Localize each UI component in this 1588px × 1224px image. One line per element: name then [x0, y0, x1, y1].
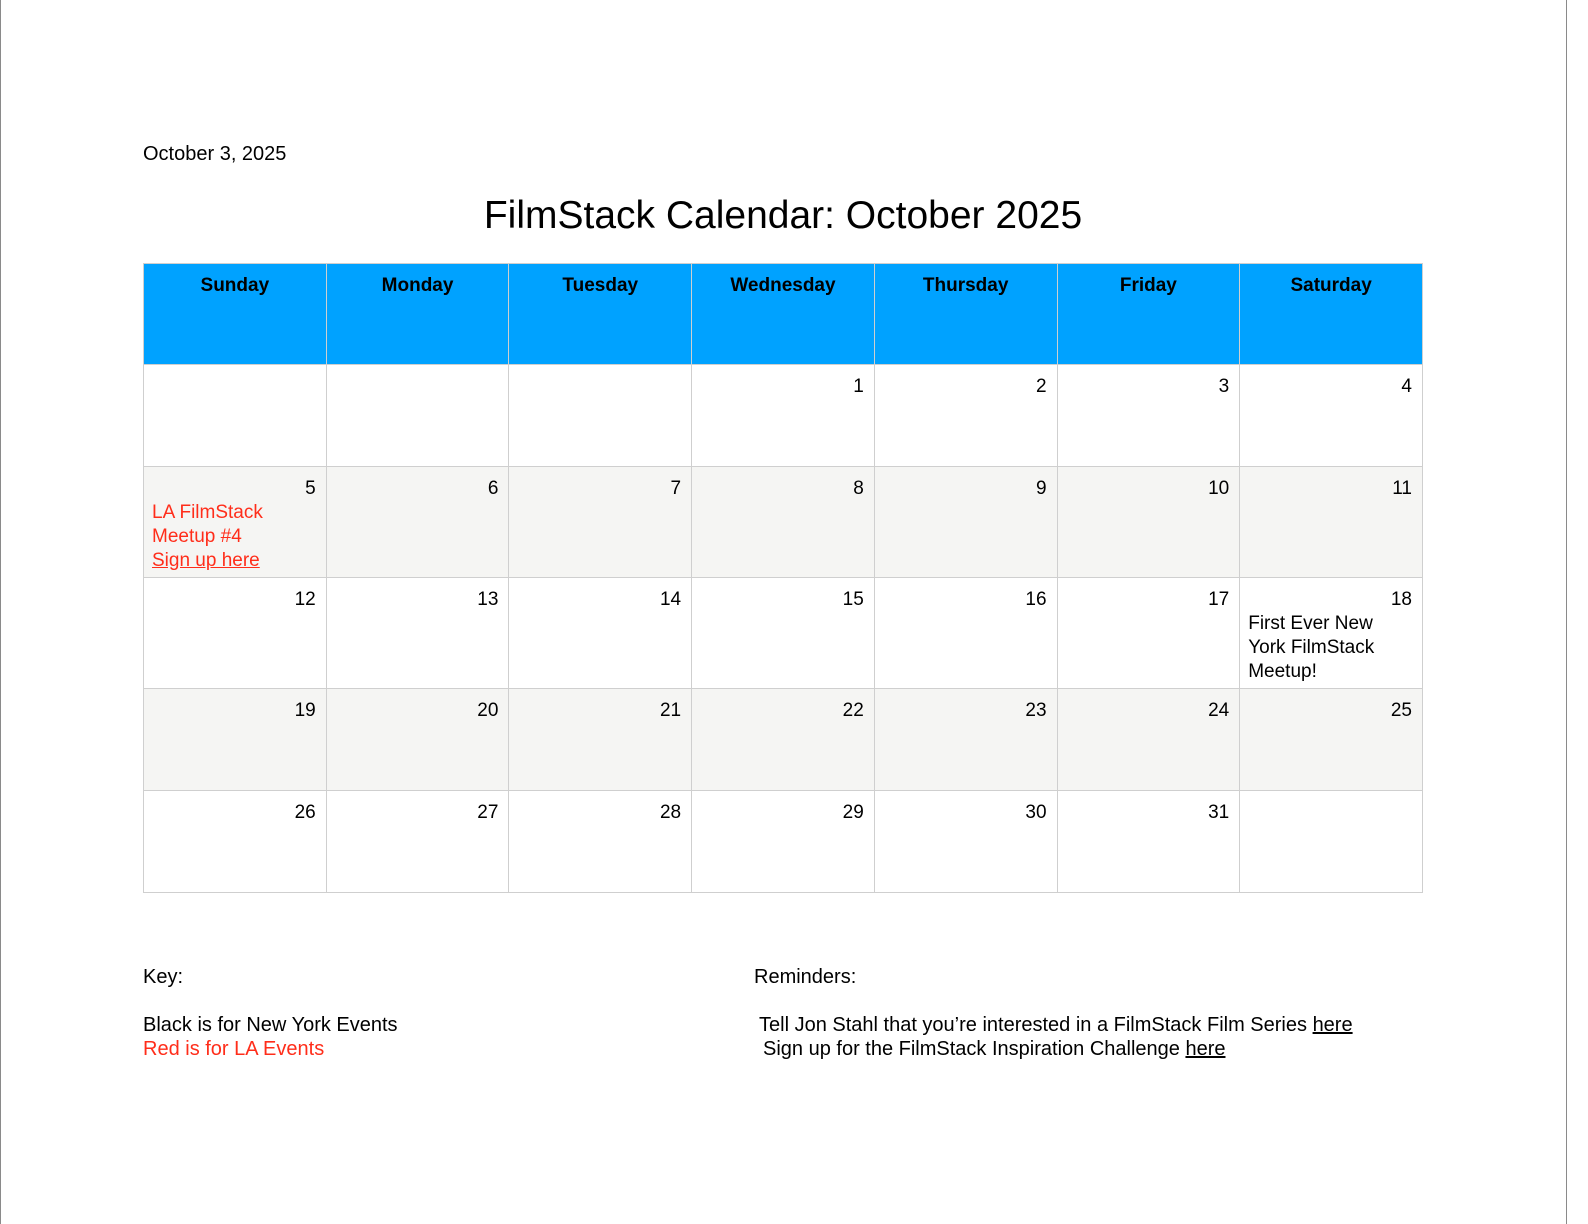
- reminder-text: Sign up for the FilmStack Inspiration Challenge: [763, 1038, 1186, 1060]
- day-number: 9: [1035, 478, 1047, 499]
- day-number: 23: [1025, 700, 1047, 721]
- day-cell: [692, 689, 875, 791]
- day-number: 11: [1392, 478, 1412, 499]
- film-series-link[interactable]: here: [1312, 1014, 1353, 1036]
- day-cell: [326, 467, 509, 578]
- reminder-film-series: [759, 1014, 1353, 1037]
- day-cell: [1057, 578, 1240, 689]
- day-number: 12: [294, 589, 316, 610]
- day-number: 7: [670, 478, 682, 499]
- day-number: 19: [294, 700, 316, 721]
- day-number: 21: [659, 700, 682, 721]
- day-number: 15: [842, 589, 864, 610]
- page-edge-left: [0, 0, 1, 1224]
- page-title: FilmStack Calendar: October 2025: [483, 194, 1083, 237]
- day-cell: [874, 365, 1057, 467]
- day-cell: [1057, 689, 1240, 791]
- day-number: 30: [1025, 802, 1047, 823]
- day-cell: [874, 689, 1057, 791]
- la-meetup-signup-link[interactable]: Sign up here: [152, 550, 260, 571]
- day-number: 31: [1208, 802, 1230, 823]
- day-cell: [144, 578, 327, 689]
- week-row: [144, 689, 1423, 791]
- day-number: 28: [659, 802, 682, 823]
- week-row: [144, 467, 1423, 578]
- day-cell: [326, 689, 509, 791]
- week-row: [144, 791, 1423, 893]
- day-number: 3: [1218, 376, 1230, 397]
- day-cell: [326, 365, 509, 467]
- day-number: 4: [1401, 376, 1412, 397]
- document-date: October 3, 2025: [143, 143, 287, 165]
- day-cell: [874, 578, 1057, 689]
- event-title-line: LA FilmStack: [152, 502, 263, 523]
- weekday-header-monday: Monday: [326, 264, 509, 365]
- day-number: 27: [477, 802, 499, 823]
- day-number: 16: [1025, 589, 1047, 610]
- day-cell: [1057, 467, 1240, 578]
- day-cell: [1057, 365, 1240, 467]
- day-cell: [692, 365, 875, 467]
- day-cell: [326, 791, 509, 893]
- day-number: 5: [305, 478, 316, 499]
- day-cell: [1240, 467, 1423, 578]
- key-los-angeles: Red is for LA Events: [143, 1038, 325, 1060]
- weekday-header-row: [144, 264, 1423, 365]
- weekday-header-thursday: Thursday: [874, 264, 1057, 365]
- day-cell: [509, 467, 692, 578]
- week-row: [144, 578, 1423, 689]
- week-row: [144, 365, 1423, 467]
- day-cell: [144, 365, 327, 467]
- day-number: 22: [842, 700, 864, 721]
- day-cell: [509, 689, 692, 791]
- day-cell: [1240, 365, 1423, 467]
- ny-meetup-event: [1240, 612, 1422, 684]
- day-number: 26: [294, 802, 316, 823]
- day-cell: [692, 791, 875, 893]
- day-cell: [326, 578, 509, 689]
- day-number: 6: [487, 478, 499, 499]
- day-number: [509, 365, 691, 375]
- day-number: 1: [853, 376, 864, 397]
- day-cell: [509, 578, 692, 689]
- weekday-header-friday: Friday: [1057, 264, 1240, 365]
- day-cell: [874, 791, 1057, 893]
- day-cell: [1240, 689, 1423, 791]
- reminder-inspiration-challenge: [763, 1038, 1225, 1061]
- day-cell: [692, 467, 875, 578]
- day-number: 13: [477, 589, 499, 610]
- event-title-line: York FilmStack: [1248, 637, 1375, 658]
- reminder-text: Tell Jon Stahl that you’re interested in a FilmStack Film Series: [759, 1014, 1313, 1036]
- day-number: 24: [1208, 700, 1230, 721]
- day-number: [144, 365, 326, 375]
- day-cell: [144, 689, 327, 791]
- inspiration-challenge-link[interactable]: here: [1185, 1038, 1226, 1060]
- day-number: [1240, 791, 1422, 801]
- page-edge-right: [1566, 0, 1567, 1224]
- day-number: 18: [1390, 589, 1412, 610]
- event-title-line: Meetup!: [1248, 661, 1317, 682]
- day-number: 14: [659, 589, 682, 610]
- weekday-header-wednesday: Wednesday: [692, 264, 875, 365]
- day-number: 2: [1035, 376, 1047, 397]
- day-cell: [692, 578, 875, 689]
- weekday-header-sunday: Sunday: [144, 264, 327, 365]
- day-cell: [509, 365, 692, 467]
- day-number: 20: [477, 700, 499, 721]
- event-title-line: Meetup #4: [152, 526, 242, 547]
- day-cell: [144, 791, 327, 893]
- day-number: 8: [853, 478, 864, 499]
- day-cell: [874, 467, 1057, 578]
- day-number: 17: [1208, 589, 1230, 610]
- event-title-line: First Ever New: [1248, 613, 1373, 634]
- day-number: 10: [1208, 478, 1230, 499]
- day-cell: [1057, 791, 1240, 893]
- day-cell: [509, 791, 692, 893]
- day-cell: [144, 467, 327, 578]
- day-cell: [1240, 791, 1423, 893]
- key-new-york: Black is for New York Events: [143, 1014, 398, 1036]
- weekday-header-tuesday: Tuesday: [509, 264, 692, 365]
- day-number: 25: [1390, 700, 1412, 721]
- la-meetup-event: [144, 501, 326, 573]
- day-cell: [1240, 578, 1423, 689]
- reminders-heading: Reminders:: [754, 966, 857, 988]
- key-heading: Key:: [143, 966, 184, 988]
- calendar-table: [143, 263, 1423, 893]
- day-number: [327, 365, 509, 375]
- day-number: 29: [842, 802, 864, 823]
- weekday-header-saturday: Saturday: [1240, 264, 1423, 365]
